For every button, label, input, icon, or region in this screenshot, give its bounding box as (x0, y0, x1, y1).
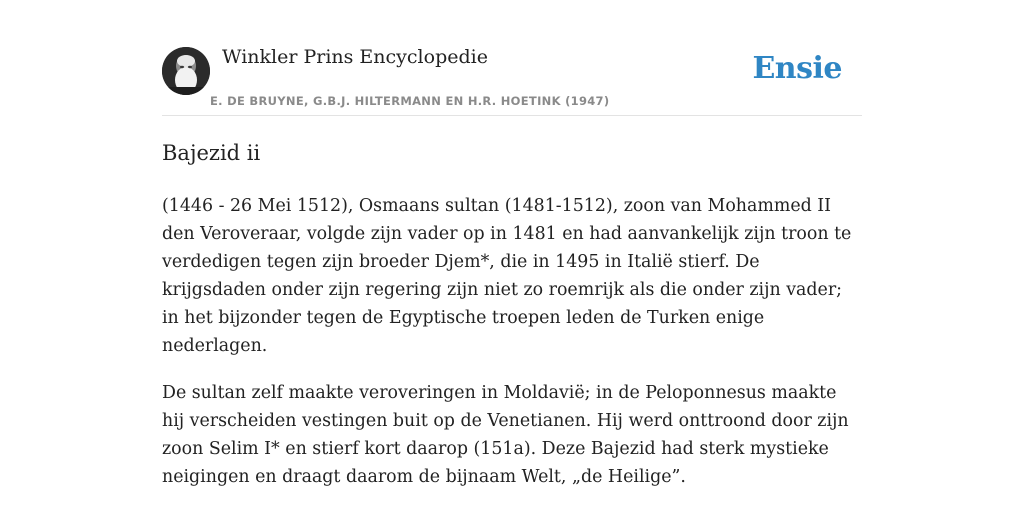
source-title[interactable]: Winkler Prins Encyclopedie (222, 46, 488, 68)
article-paragraph: De sultan zelf maakte veroveringen in Moldavië; in de Peloponnesus maakte hij verscheiden vestingen buit op de Venetianen. Hij werd onttroond door zijn zoon Selim I* en stierf kort daarop (151a). Deze Bajezid had sterk mystieke neigingen en draagt daarom de bijnaam Welt, „de Heilige”. (162, 383, 849, 487)
article-title: Bajezid ii (162, 141, 261, 165)
article-body (162, 192, 862, 510)
source-authors: E. DE BRUYNE, G.B.J. HILTERMANN EN H.R. HOETINK (1947) (210, 94, 610, 108)
author-avatar[interactable] (162, 47, 210, 95)
source-header (162, 0, 862, 116)
bearded-man-portrait-icon (162, 47, 210, 95)
article-paragraph: (1446 - 26 Mei 1512), Osmaans sultan (1481-1512), zoon van Mohammed II den Veroveraar, volgde zijn vader op in 1481 en had aanvankelijk zijn troon te verdedigen tegen zijn broeder Djem*, die in 1495 in Italië stierf. De krijgsdaden onder zijn regering zijn niet zo roemrijk als die onder zijn vader; in het bijzonder tegen de Egyptische troepen leden de Turken enige nederlagen. (162, 196, 852, 356)
article-card (162, 0, 862, 487)
ensie-logo[interactable]: Ensie (752, 51, 842, 86)
